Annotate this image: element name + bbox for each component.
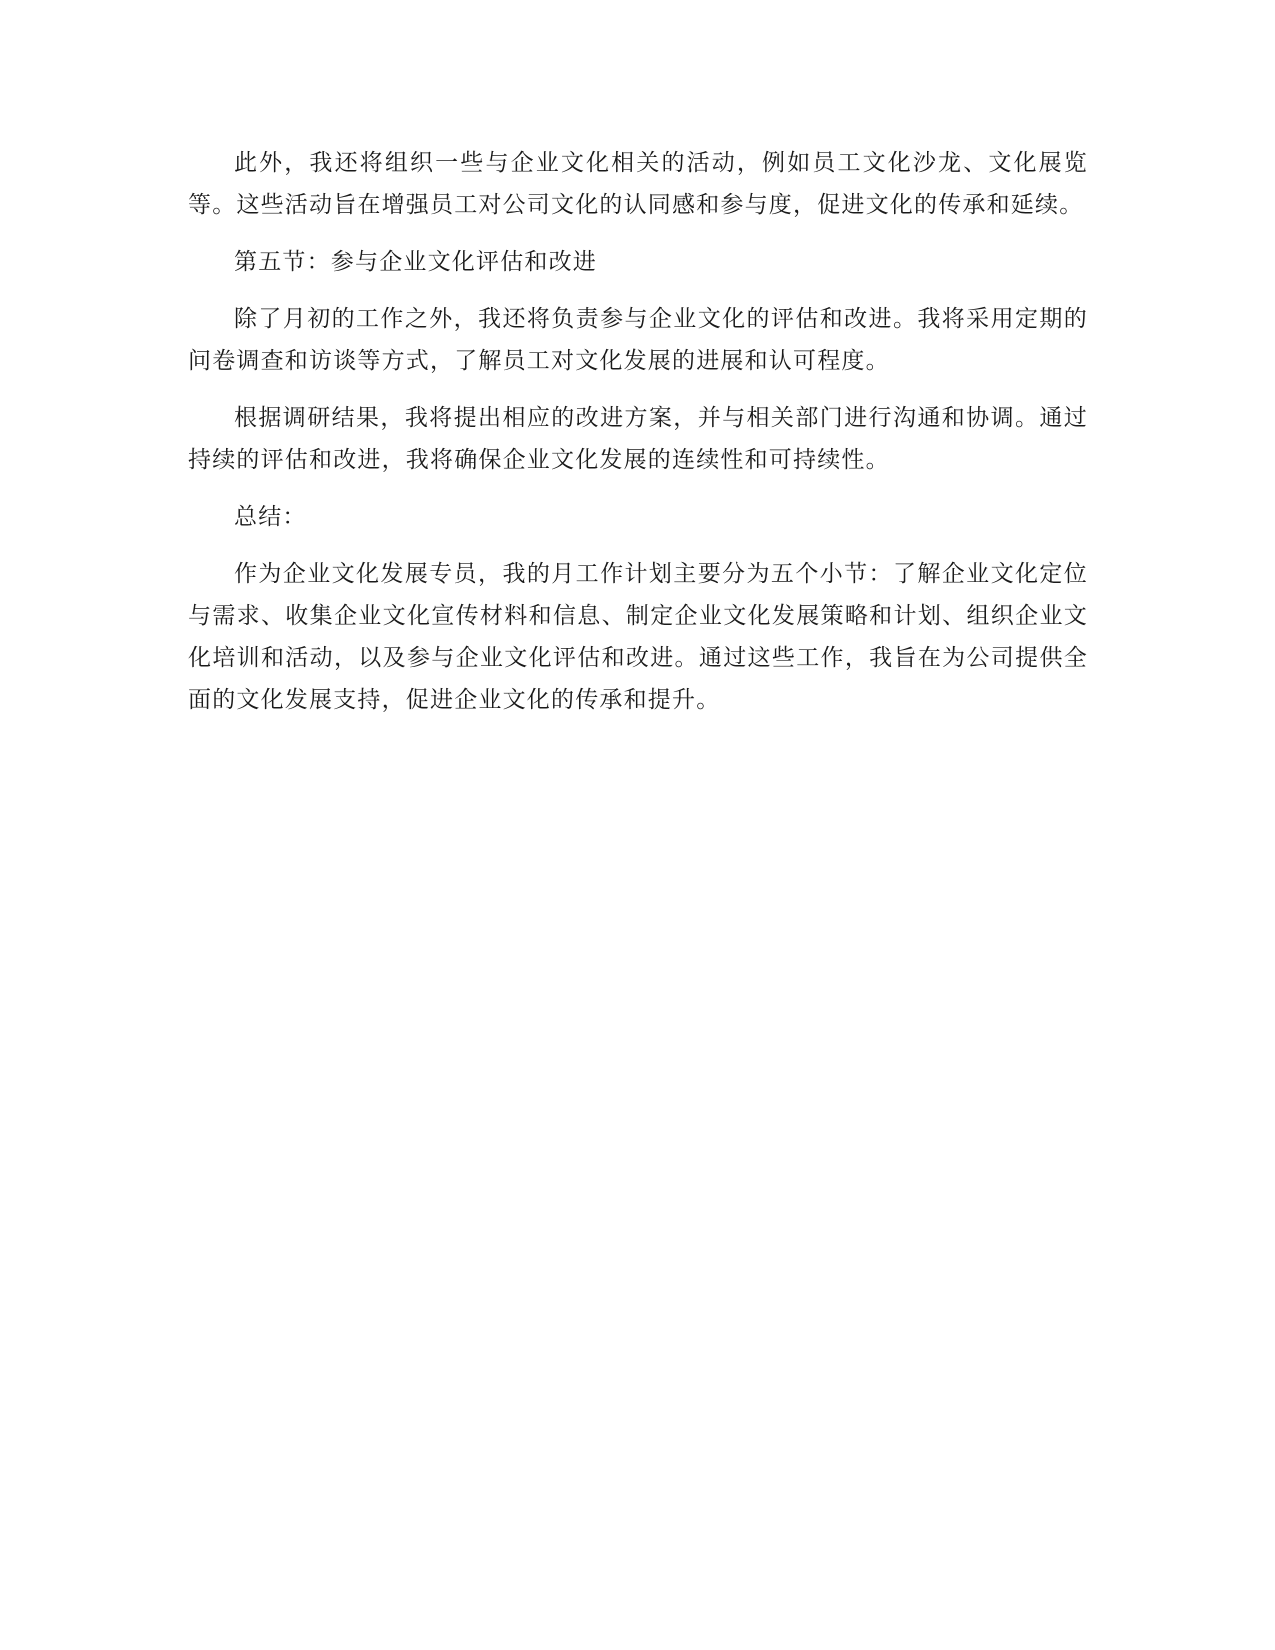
document-body <box>188 142 1088 736</box>
summary-heading: 总结： <box>234 504 307 530</box>
paragraph-activities: 此外，我还将组织一些与企业文化相关的活动，例如员工文化沙龙、文化展览等。这些活动旨在增强员工对公司文化的认同感和参与度，促进文化的传承和延续。 <box>188 150 1088 218</box>
section-heading-five: 第五节：参与企业文化评估和改进 <box>234 249 597 275</box>
summary-paragraph: 作为企业文化发展专员，我的月工作计划主要分为五个小节：了解企业文化定位与需求、收集企业文化宣传材料和信息、制定企业文化发展策略和计划、组织企业文化培训和活动，以及参与企业文化评估和改进。通过这些工作，我旨在为公司提供全面的文化发展支持，促进企业文化的传承和提升。 <box>188 561 1088 713</box>
paragraph-improvement: 根据调研结果，我将提出相应的改进方案，并与相关部门进行沟通和协调。通过持续的评估和改进，我将确保企业文化发展的连续性和可持续性。 <box>188 405 1088 473</box>
paragraph-evaluation: 除了月初的工作之外，我还将负责参与企业文化的评估和改进。我将采用定期的问卷调查和访谈等方式，了解员工对文化发展的进展和认可程度。 <box>188 306 1088 374</box>
